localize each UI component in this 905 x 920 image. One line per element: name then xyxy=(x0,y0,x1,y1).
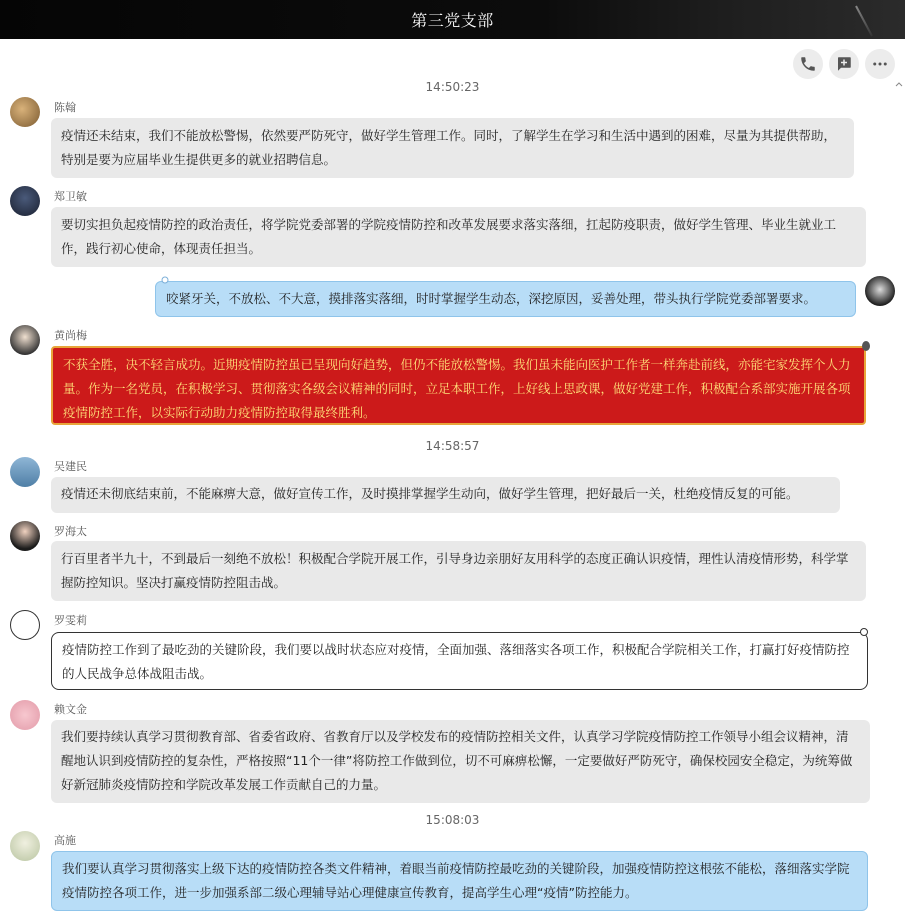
message-bubble[interactable]: 不获全胜，决不轻言成功。近期疫情防控虽已呈现向好趋势，但仍不能放松警惕。我们虽未能向医护工作者一样奔赴前线，亦能宅家发挥个人力量。作为一名党员，在积极学习、贯彻落实各级会议精神的同时，立足本职工作，上好线上思政课，做好党建工作，积极配合系部实施开展各项疫情防控工作，以实际行动助力疫情防控取得最终胜利。 xyxy=(51,346,866,425)
sender-name: 罗海太 xyxy=(54,525,87,538)
phone-icon xyxy=(799,55,817,73)
sender-name: 黄尚梅 xyxy=(54,329,87,342)
sender-name: 郑卫敏 xyxy=(54,190,87,203)
self-avatar[interactable] xyxy=(865,276,895,306)
avatar[interactable] xyxy=(10,186,40,216)
call-button[interactable] xyxy=(793,49,823,79)
avatar[interactable] xyxy=(10,97,40,127)
message-bubble[interactable]: 疫情防控工作到了最吃劲的关键阶段，我们要以战时状态应对疫情，全面加强、落细落实各项工作，积极配合学院相关工作，打赢打好疫情防控的人民战争总体战阻击战。 xyxy=(51,632,868,690)
message-bubble[interactable]: 疫情还未彻底结束前，不能麻痹大意，做好宣传工作，及时摸排掌握学生动向，做好学生管理，把好最后一关，杜绝疫情反复的可能。 xyxy=(51,477,840,513)
window-title: 第三党支部 xyxy=(411,11,494,30)
avatar[interactable] xyxy=(10,521,40,551)
message-bubble-self[interactable]: 咬紧牙关，不放松、不大意，摸排落实落细，时时掌握学生动态，深挖原因，妥善处理，带头执行学院党委部署要求。 xyxy=(155,281,856,317)
avatar[interactable] xyxy=(10,700,40,730)
avatar[interactable] xyxy=(10,831,40,861)
sender-name: 吴建民 xyxy=(54,460,87,473)
timestamp: 15:08:03 xyxy=(425,813,480,827)
avatar[interactable] xyxy=(10,457,40,487)
message-bubble[interactable]: 行百里者半九十，不到最后一刻绝不放松！积极配合学院开展工作，引导身边亲朋好友用科学的态度正确认识疫情，理性认清疫情形势，科学掌握防控知识。坚决打赢疫情防控阻击战。 xyxy=(51,541,866,601)
avatar[interactable] xyxy=(10,325,40,355)
more-button[interactable] xyxy=(865,49,895,79)
sender-name: 陈翰 xyxy=(54,101,76,114)
add-chat-icon xyxy=(835,55,853,73)
bubble-decoration-icon xyxy=(859,627,869,637)
title-bar xyxy=(0,0,905,39)
chat-toolbar xyxy=(793,49,895,79)
avatar[interactable] xyxy=(10,610,40,640)
sender-name: 罗雯莉 xyxy=(54,614,87,627)
bubble-decoration-icon xyxy=(160,275,170,285)
more-icon xyxy=(871,55,889,73)
message-bubble[interactable]: 我们要认真学习贯彻落实上级下达的疫情防控各类文件精神，着眼当前疫情防控最吃劲的关键阶段，加强疫情防控这根弦不能松，落细落实学院疫情防控各项工作，进一步加强系部二级心理辅导站心理健康宣传教育，提高学生心理“疫情”防控能力。 xyxy=(51,851,868,911)
sender-name: 赖文金 xyxy=(54,703,87,716)
timestamp: 14:58:57 xyxy=(425,439,480,453)
lantern-icon xyxy=(860,340,872,352)
timestamp: 14:50:23 xyxy=(425,80,480,94)
message-bubble[interactable]: 疫情还未结束，我们不能放松警惕，依然要严防死守，做好学生管理工作。同时，了解学生在学习和生活中遇到的困难，尽量为其提供帮助，特别是要为应届毕业生提供更多的就业招聘信息。 xyxy=(51,118,854,178)
message-bubble[interactable]: 要切实担负起疫情防控的政治责任，将学院党委部署的学院疫情防控和改革发展要求落实落细，扛起防疫职责，做好学生管理、毕业生就业工作，践行初心使命，体现责任担当。 xyxy=(51,207,866,267)
sender-name: 高施 xyxy=(54,834,76,847)
message-bubble[interactable]: 我们要持续认真学习贯彻教育部、省委省政府、省教育厅以及学校发布的疫情防控相关文件，认真学习学院疫情防控工作领导小组会议精神，清醒地认识到疫情防控的复杂性，严格按照“11个一律”将防控工作做到位，切不可麻痹松懈，一定要做好严防死守，确保校园安全稳定，为统筹做好新冠肺炎疫情防控和学院改革发展工作贡献自己的力量。 xyxy=(51,720,870,803)
add-chat-button[interactable] xyxy=(829,49,859,79)
